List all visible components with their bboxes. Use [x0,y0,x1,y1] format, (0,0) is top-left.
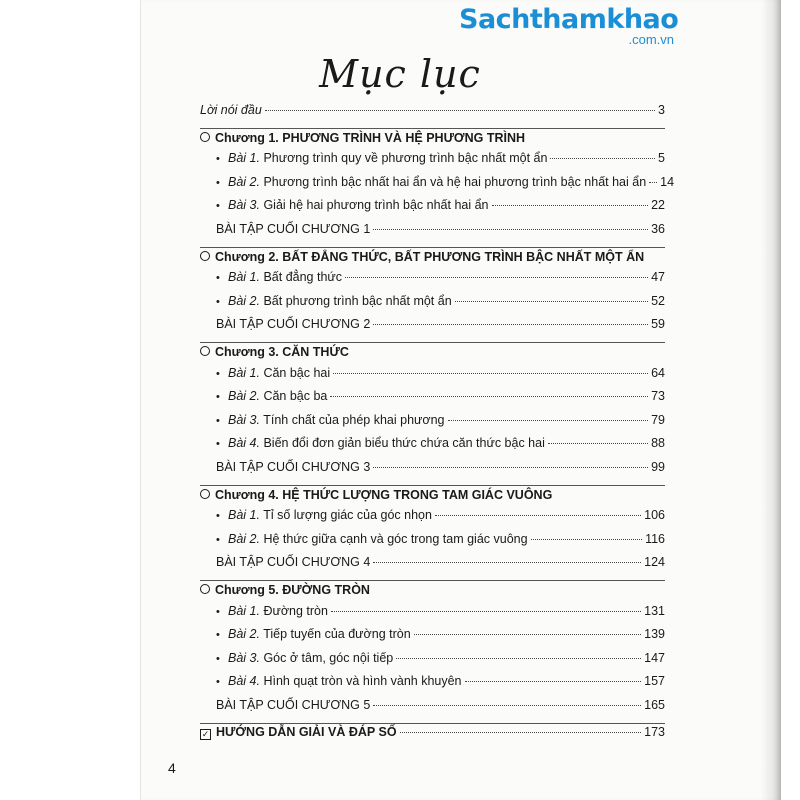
bullet-icon: • [216,272,220,285]
page-number: 4 [168,760,176,776]
toc-entry-answers-page: 173 [644,724,665,739]
toc-chapter-heading [200,488,665,510]
toc-entry-review [216,222,665,244]
dot-leader [373,324,648,325]
toc-entry-lesson-page: 79 [651,412,665,427]
dot-leader [455,301,648,302]
toc-entry-lesson [216,389,665,411]
lesson-title: Hệ thức giữa cạnh và góc trong tam giác vuông [263,531,528,546]
lesson-prefix: Bài 2. [228,174,260,189]
lesson-prefix: Bài 1. [228,365,260,380]
dot-leader [400,732,642,733]
lesson-prefix: Bài 2. [228,293,260,308]
dot-leader [265,110,655,111]
lesson-title: Giải hệ hai phương trình bậc nhất hai ẩn [263,198,489,213]
logo-main-text: Sachthamkhao [459,4,679,35]
lesson-prefix: Bài 1. [228,603,260,618]
dot-leader [331,611,641,612]
circle-icon [200,346,210,356]
toc-entry-lesson-label [216,532,528,546]
lesson-prefix: Bài 3. [228,412,260,427]
lesson-prefix: Bài 2. [228,627,260,642]
toc-entry-review [216,555,665,577]
toc-entry-lesson-label [216,294,452,308]
toc-entry-lesson-page: 5 [658,151,665,166]
bullet-icon: • [216,438,220,451]
preface-text: Lời nói đầu [200,103,262,117]
toc-entry-answers-label [200,725,397,739]
page-title: Mục lục [319,52,481,96]
toc-entry-lesson-page: 147 [644,650,665,665]
toc-entry-preface-label [200,103,262,117]
lesson-title: Biến đổi đơn giản biểu thức chứa căn thức bậc hai [263,436,545,451]
toc-entry-lesson-label [216,604,328,618]
toc-entry-review-label [216,317,370,331]
toc-entry-lesson-page: 47 [651,270,665,285]
toc-entry-lesson-page: 106 [644,508,665,523]
toc-entry-lesson [216,198,665,220]
toc-entry-lesson [216,366,665,388]
lesson-prefix: Bài 4. [228,436,260,451]
review-title: BÀI TẬP CUỐI CHƯƠNG 5 [216,698,371,712]
toc-entry-answers [200,725,665,747]
toc-entry-review [216,698,665,720]
toc-entry-lesson-label [216,413,445,427]
dot-leader [330,396,648,397]
dot-leader [373,467,648,468]
bullet-icon: • [216,652,220,665]
logo-domain-text: .com.vn [628,32,674,47]
chapter-separator [200,723,665,724]
bullet-icon: • [216,367,220,380]
circle-icon [200,489,210,499]
toc-entry-review-label [216,698,370,712]
toc-entry-review-page: 36 [651,222,665,236]
toc-entry-lesson-page: 73 [651,389,665,404]
toc-entry-lesson-page: 88 [651,436,665,451]
chapter-title: Chương 3. CĂN THỨC [215,345,349,359]
toc-entry-review-page: 165 [644,698,665,712]
toc-entry-lesson-label [216,674,462,688]
lesson-title: Phương trình quy về phương trình bậc nhất một ẩn [263,151,548,166]
toc-entry-lesson [216,413,665,435]
chapter-separator [200,247,665,248]
toc-entry-review-label [216,460,370,474]
toc-entry-lesson-page: 139 [644,627,665,642]
toc-chapter-heading [200,345,665,367]
chapter-title: Chương 2. BẤT ĐẲNG THỨC, BẤT PHƯƠNG TRÌNH BẬC NHẤT MỘT ẨN [215,249,645,264]
bullet-icon: • [216,533,220,546]
chapter-title: Chương 5. ĐƯỜNG TRÒN [215,583,370,597]
lesson-title: Tiếp tuyến của đường tròn [263,627,411,642]
lesson-prefix: Bài 1. [228,270,260,285]
toc-entry-lesson-page: 22 [651,198,665,213]
lesson-title: Đường tròn [263,603,328,618]
toc-entry-lesson-label [216,270,342,284]
toc-entry-lesson-label [216,151,547,165]
toc-chapter-heading [200,131,665,153]
lesson-title: Bất đẳng thức [263,270,343,285]
toc-entry-lesson-page: 52 [651,293,665,308]
dot-leader [414,634,641,635]
toc-entry-lesson [216,270,665,292]
toc-entry-lesson [216,436,665,458]
toc-entry-review [216,317,665,339]
chapter-separator [200,342,665,343]
toc-entry-lesson [216,151,665,173]
dot-leader [396,658,641,659]
chapter-separator [200,128,665,129]
checkbox-icon: ✓ [201,728,210,739]
toc-entry-lesson-label [216,175,646,189]
toc-entry-lesson-label [216,366,330,380]
toc-chapter-heading [200,583,665,605]
chapter-separator [200,485,665,486]
toc-entry-lesson-page: 64 [651,365,665,380]
bullet-icon: • [216,414,220,427]
bullet-icon: • [216,510,220,523]
toc-entry-lesson [216,294,665,316]
circle-icon [200,132,210,142]
dot-leader [548,443,648,444]
chapter-separator [200,580,665,581]
toc-entry-lesson [216,627,665,649]
toc-entry-lesson-label [216,389,327,403]
toc-entry-lesson-label [216,198,489,212]
toc-entry-lesson-page: 116 [645,531,665,546]
bullet-icon: • [216,676,220,689]
toc-entry-preface [200,103,665,125]
toc-entry-review [216,460,665,482]
dot-leader [435,515,641,516]
review-title: BÀI TẬP CUỐI CHƯƠNG 3 [216,460,371,474]
toc-entry-review-page: 59 [651,317,665,332]
dot-leader [550,158,655,159]
bullet-icon: • [216,391,220,404]
lesson-title: Căn bậc hai [263,365,331,380]
toc-entry-lesson-page: 14 [660,174,675,189]
site-logo [459,4,679,47]
toc-entry-lesson-label [216,651,393,665]
circle-icon [200,251,210,261]
answers-title: HƯỚNG DẪN GIẢI VÀ ĐÁP SỐ [216,724,397,739]
lesson-prefix: Bài 3. [228,198,260,213]
lesson-title: Hình quạt tròn và hình vành khuyên [263,674,462,689]
dot-leader [448,420,649,421]
lesson-title: Tỉ số lượng giác của góc nhọn [263,508,432,523]
chapter-title: Chương 1. PHƯƠNG TRÌNH VÀ HỆ PHƯƠNG TRÌNH [215,130,526,145]
toc-entry-lesson [216,508,665,530]
bullet-icon: • [216,176,220,189]
toc-entry-lesson [216,532,665,554]
toc-entry-lesson [216,674,665,696]
toc-entry-lesson-page: 157 [644,674,665,689]
lesson-title: Góc ở tâm, góc nội tiếp [263,650,394,665]
toc-entry-review-page: 99 [651,460,665,474]
dot-leader [333,373,648,374]
review-title: BÀI TẬP CUỐI CHƯƠNG 4 [216,555,371,570]
lesson-title: Bất phương trình bậc nhất một ẩn [263,293,452,308]
lesson-prefix: Bài 2. [228,531,260,546]
circle-icon [200,584,210,594]
lesson-title: Căn bậc ba [263,389,328,404]
toc-entry-lesson [216,651,665,673]
bullet-icon: • [216,605,220,618]
toc-entry-review-label [216,555,370,569]
lesson-title: Tính chất của phép khai phương [263,412,445,427]
dot-leader [492,205,649,206]
lesson-prefix: Bài 4. [228,674,260,689]
lesson-prefix: Bài 1. [228,151,260,166]
toc-entry-lesson-label [216,627,411,641]
lesson-title: Phương trình bậc nhất hai ẩn và hệ hai phương trình bậc nhất hai ẩn [263,174,647,189]
lesson-prefix: Bài 2. [228,389,260,404]
toc-entry-lesson-label [216,436,545,450]
bullet-icon: • [216,629,220,642]
review-title: BÀI TẬP CUỐI CHƯƠNG 2 [216,317,371,332]
dot-leader [373,705,641,706]
review-title: BÀI TẬP CUỐI CHƯƠNG 1 [216,222,371,236]
toc-entry-lesson [216,604,665,626]
dot-leader [345,277,648,278]
toc-entry-lesson-page: 131 [644,603,665,618]
toc-entry-review-label [216,222,370,236]
dot-leader [649,182,657,183]
lesson-prefix: Bài 1. [228,508,260,523]
dot-leader [373,229,648,230]
bullet-icon: • [216,153,220,166]
dot-leader [373,562,641,563]
toc-entry-preface-page: 3 [658,103,665,117]
toc-entry-lesson [216,174,675,197]
toc-entry-review-page: 124 [644,555,665,570]
page-edge-shadow [761,0,781,800]
toc-chapter-heading [200,250,665,272]
lesson-prefix: Bài 3. [228,650,260,665]
bullet-icon: • [216,295,220,308]
dot-leader [465,681,642,682]
dot-leader [531,539,643,540]
bullet-icon: • [216,200,220,213]
chapter-title: Chương 4. HỆ THỨC LƯỢNG TRONG TAM GIÁC VUÔNG [215,487,553,502]
toc-entry-lesson-label [216,508,432,522]
